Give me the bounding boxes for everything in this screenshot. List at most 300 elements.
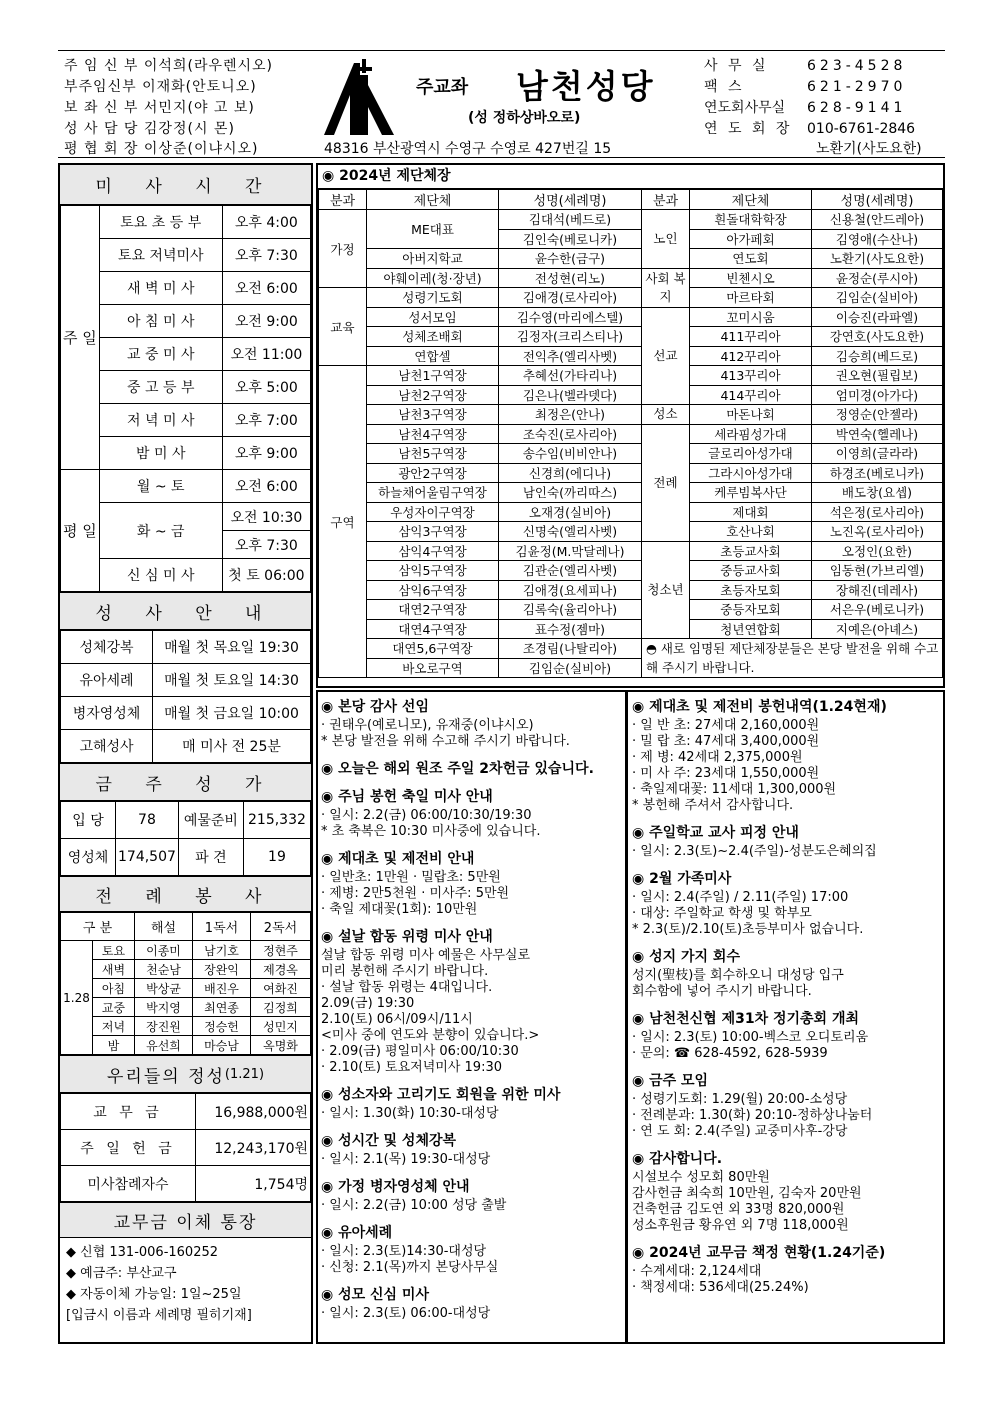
service-cell: 김정희: [251, 998, 311, 1017]
service-header: 구 분: [61, 913, 135, 941]
notice-line: 시설보수 성모회 80만원: [632, 1170, 770, 1185]
service-cell: 아침: [93, 979, 135, 998]
notices-right: [627, 690, 945, 1344]
service-cell: 토요: [93, 941, 135, 960]
jedan-group: 노인: [642, 210, 690, 269]
notice-block: [632, 822, 939, 860]
jedan-cell: 남천2구역장: [367, 385, 499, 405]
jedan-header: 제단체: [367, 190, 499, 210]
service-cell: 교중: [93, 998, 135, 1017]
notice-line: · 권태우(예로니모), 유재중(이냐시오): [321, 718, 534, 733]
jedan-cell: 전익추(엘리사벳): [499, 346, 642, 366]
sacrament-time: 매 미사 전 25분: [153, 730, 311, 763]
notice-line: · 일시: 2.2(금) 06:00/10:30/19:30: [321, 808, 532, 823]
service-header: 2독서: [251, 913, 311, 941]
notice-block: [321, 848, 622, 918]
parish-name: 남천성당: [516, 67, 656, 106]
notice-block: [632, 1070, 939, 1140]
jedan-header: 성명(세례명): [499, 190, 642, 210]
jedan-cell: 오정인(요한): [812, 541, 943, 561]
jedan-cell: 삼익6구역장: [367, 580, 499, 600]
sacrament-title: 성 사 안 내: [60, 592, 311, 630]
notice-line: · 축일제대꽃: 11세대 1,300,000원: [632, 782, 837, 797]
jedan-group: 교육: [319, 288, 367, 366]
jedan-cell: 송수임(비비안나): [499, 444, 642, 464]
jedan-cell: 김애경(로사리아): [499, 288, 642, 308]
clergy-1: 주 임 신 부 이석희(라우렌시오): [64, 58, 274, 74]
notice-title: ◉ 주일학교 교사 피정 안내: [632, 825, 799, 841]
jedan-cell: 남천4구역장: [367, 424, 499, 444]
jedan-cell: 삼익3구역장: [367, 522, 499, 542]
jedan-row: [319, 600, 943, 620]
jedan-cell: 대연5,6구역장: [367, 639, 499, 659]
notice-line: · 일시: 2.3(토)~2.4(주일)-성분도은혜의집: [632, 844, 877, 859]
jedan-cell: 김승희(베드로): [812, 346, 943, 366]
service-cell: 정현주: [251, 941, 311, 960]
service-cell: 배진우: [193, 979, 251, 998]
service-header: 해설: [135, 913, 193, 941]
notice-block: [632, 868, 939, 938]
notice-block: [321, 1222, 622, 1276]
jedan-row: [319, 385, 943, 405]
offering-value: 12,243,170원: [196, 1130, 311, 1166]
account-box: [60, 1238, 311, 1330]
jedan-row: [319, 522, 943, 542]
notice-block: [321, 1284, 622, 1322]
notice-title: ◉ 가정 병자영성체 안내: [321, 1179, 470, 1195]
clergy-3: 보 좌 신 부 서민지(야 고 보): [64, 100, 255, 116]
left-column: [58, 163, 313, 1344]
jedan-cell: 김영애(수산나): [812, 229, 943, 249]
offering-date: (1.21): [224, 1066, 265, 1082]
jedan-row: [319, 327, 943, 347]
jedan-cell: 석은정(로사리아): [812, 502, 943, 522]
jedan-cell: 그라시아성가대: [690, 463, 812, 483]
sacrament-name: 고해성사: [61, 730, 153, 763]
jedan-row: [319, 444, 943, 464]
notice-line: · 일시: 2.1(목) 19:30-대성당: [321, 1152, 491, 1167]
hymn-number: 174,507: [116, 839, 179, 876]
notice-title: ◉ 주님 봉헌 축일 미사 안내: [321, 789, 493, 805]
sacrament-time: 매월 첫 목요일 19:30: [153, 631, 311, 664]
offering-value: 16,988,000원: [196, 1094, 311, 1130]
jedan-cell: ME대표: [367, 210, 499, 249]
jedan-cell: 임동현(가브리엘): [812, 561, 943, 581]
notice-line: 성소후원금 황유연 외 7명 118,000원: [632, 1218, 849, 1233]
mass-time: 오후 9:00: [222, 437, 310, 470]
jedan-cell: 초등교사회: [690, 541, 812, 561]
hymn-number: 215,332: [243, 802, 310, 839]
service-cell: 박지영: [135, 998, 193, 1017]
account-line: [입금시 이름과 세례명 필히기재]: [66, 1308, 252, 1323]
notice-title: ◉ 성시간 및 성체강복: [321, 1133, 457, 1149]
service-cell: 유선희: [135, 1036, 193, 1055]
jedan-cell: 대연2구역장: [367, 600, 499, 620]
notice-line: * 2.3(토)/2.10(토)초등부미사 없습니다.: [632, 922, 864, 937]
notice-line: 2.09(금) 19:30: [321, 996, 415, 1011]
notice-line: · 미 사 주: 23세대 1,550,000원: [632, 766, 820, 781]
jedan-cell: 바오로구역: [367, 658, 499, 678]
jedan-cell: 아가페회: [690, 229, 812, 249]
service-date: 1.28: [61, 941, 93, 1055]
service-cell: 옥명화: [251, 1036, 311, 1055]
notice-block: [321, 1176, 622, 1214]
service-cell: 제경옥: [251, 960, 311, 979]
notice-title: ◉ 제대초 및 제전비 봉헌내역(1.24현재): [632, 699, 887, 715]
jedan-cell: 413꾸리아: [690, 366, 812, 386]
hymn-number: 19: [243, 839, 310, 876]
jedan-header: 분과: [642, 190, 690, 210]
notice-title: ◉ 2024년 교무금 책정 현황(1.24기준): [632, 1245, 886, 1261]
notice-block: [632, 696, 939, 814]
jedan-cell: 제대회: [690, 502, 812, 522]
jedan-cell: 빈첸시오: [690, 268, 812, 288]
mass-name: 아 침 미 사: [99, 305, 222, 338]
notice-line: · 밀 랍 초: 47세대 3,400,000원: [632, 734, 820, 749]
account-line: ◆ 예금주: 부산교구: [66, 1266, 177, 1281]
notice-title: ◉ 제대초 및 제전비 안내: [321, 851, 475, 867]
jedan-cell: 성서모임: [367, 307, 499, 327]
jedan-cell: 이승진(라파엘): [812, 307, 943, 327]
mass-time: 오후 7:30: [222, 531, 310, 559]
jedan-cell: 윤정순(루시아): [812, 268, 943, 288]
service-cell: 천순남: [135, 960, 193, 979]
mass-name: 화 ~ 금: [99, 503, 222, 559]
clergy-2: 부주임신부 이재화(안토니오): [64, 79, 257, 95]
notice-line: · 2.09(금) 평일미사 06:00/10:30: [321, 1044, 519, 1059]
yeondo-leader-name: 노환기(사도요한): [816, 141, 922, 157]
clergy-4: 성 사 담 당 김강정(시 몬): [64, 121, 235, 137]
jedan-cell: 대연4구역장: [367, 619, 499, 639]
clergy-5: 평 협 회 장 이상준(이냐시오): [64, 141, 259, 157]
jedan-cell: 신명숙(엘리사벳): [499, 522, 642, 542]
notice-block: [632, 1008, 939, 1062]
mass-name: 밤 미 사: [99, 437, 222, 470]
service-cell: 최연종: [193, 998, 251, 1017]
jedan-note: ◓ 새로 임명된 제단체장분들은 본당 발전을 위해 수고해 주시기 바랍니다.: [642, 639, 943, 678]
patron-saint: (성 정하상바오로): [468, 110, 581, 126]
jedan-cell: 세라핌성가대: [690, 424, 812, 444]
hymn-label: 영성체: [61, 839, 116, 876]
notice-line: 2.10(토) 06시/09시/11시: [321, 1012, 473, 1027]
jedan-cell: 김관순(엘리사벳): [499, 561, 642, 581]
jedan-row: [319, 502, 943, 522]
notice-line: · 일시: 2.4(주일) / 2.11(주일) 17:00: [632, 890, 849, 905]
phone-yeondo-office: 연도회사무실 628-9141: [704, 100, 907, 116]
jedan-cell: 414꾸리아: [690, 385, 812, 405]
jedan-group: 가정: [319, 210, 367, 288]
notice-line: · 축일 제대꽃(1회): 10만원: [321, 902, 478, 917]
mass-time: 오전 6:00: [222, 272, 310, 305]
jedan-cell: 남인숙(까리따스): [499, 483, 642, 503]
jedan-cell: 윤수한(금구): [499, 249, 642, 269]
notice-line: · 일 반 초: 27세대 2,160,000원: [632, 718, 820, 733]
jedan-row: [319, 561, 943, 581]
jedan-cell: 남천3구역장: [367, 405, 499, 425]
jedan-cell: 노환기(사도요한): [812, 249, 943, 269]
mass-name: 월 ~ 토: [99, 470, 222, 503]
sacrament-time: 매월 첫 토요일 14:30: [153, 664, 311, 697]
notice-block: [321, 1084, 622, 1122]
offering-name: 주 일 헌 금: [61, 1130, 196, 1166]
service-cell: 여화진: [251, 979, 311, 998]
jedan-row: [319, 424, 943, 444]
jedan-cell: 이영희(글라라): [812, 444, 943, 464]
jedan-cell: 신용철(안드레아): [812, 210, 943, 230]
jedan-cell: 412꾸리아: [690, 346, 812, 366]
notice-line: · 일반초: 1만원 · 밀랍초: 5만원: [321, 870, 501, 885]
jedan-cell: 연도회: [690, 249, 812, 269]
hymn-table: [60, 801, 311, 876]
jedan-cell: 성체조배회: [367, 327, 499, 347]
jedan-cell: 신경희(에디나): [499, 463, 642, 483]
service-cell: 장완익: [193, 960, 251, 979]
jedan-cell: 표수정(젬마): [499, 619, 642, 639]
notice-line: 감사헌금 최숙희 10만원, 김숙자 20만원: [632, 1186, 862, 1201]
account-line: ◆ 자동이체 가능일: 1일~25일: [66, 1287, 242, 1302]
mass-time: 오전 9:00: [222, 305, 310, 338]
jedan-cell: 김임순(실비아): [499, 658, 642, 678]
jedan-cell: 마르타회: [690, 288, 812, 308]
notice-title: ◉ 금주 모임: [632, 1073, 709, 1089]
service-title: 전 례 봉 사: [60, 876, 311, 912]
jedan-cell: 전성현(리노): [499, 268, 642, 288]
phone-fax: 팩 스 621-2970: [704, 79, 907, 95]
jedan-cell: 중등교사회: [690, 561, 812, 581]
service-header: 1독서: [193, 913, 251, 941]
hymn-label: 예물준비: [178, 802, 243, 839]
jedan-cell: 배도창(요셉): [812, 483, 943, 503]
notice-title: ◉ 본당 감사 선임: [321, 699, 429, 715]
notice-line: 건축헌금 김도연 외 33명 820,000원: [632, 1202, 845, 1217]
offering-table: [60, 1093, 311, 1202]
jedan-cell: 김록숙(율리아나): [499, 600, 642, 620]
notice-line: · 책정세대: 536세대(25.24%): [632, 1280, 809, 1295]
jedan-cell: 흰돌대학학장: [690, 210, 812, 230]
notice-line: · 설날 합동 위령는 4대입니다.: [321, 980, 493, 995]
jedan-row: [319, 366, 943, 386]
notice-title: ◉ 감사합니다.: [632, 1151, 723, 1167]
jedan-cell: 추혜선(가타리나): [499, 366, 642, 386]
jedan-cell: 꼬미시움: [690, 307, 812, 327]
jedan-cell: 장해진(데레사): [812, 580, 943, 600]
jedan-header: 분과: [319, 190, 367, 210]
offering-name: 교 무 금: [61, 1094, 196, 1130]
mass-name: 저 녁 미 사: [99, 404, 222, 437]
notice-line: · 일시: 2.3(토) 06:00-대성당: [321, 1306, 491, 1321]
jedan-row: [319, 580, 943, 600]
service-cell: 정승헌: [193, 1017, 251, 1036]
notice-line: · 제 병: 42세대 2,375,000원: [632, 750, 803, 765]
jedan-cell: 초등자모회: [690, 580, 812, 600]
jedan-group: 선교: [642, 307, 690, 405]
offering-value: 1,754명: [196, 1166, 311, 1202]
jedan-group: 구역: [319, 366, 367, 678]
account-line: ◆ 신협 131-006-160252: [66, 1245, 219, 1260]
jedan-cell: 서은우(베로니카): [812, 600, 943, 620]
sacrament-name: 성체강복: [61, 631, 153, 664]
jedan-cell: 지예은(아녜스): [812, 619, 943, 639]
mass-name: 새 벽 미 사: [99, 272, 222, 305]
mass-time: 오후 7:30: [222, 239, 310, 272]
notice-title: ◉ 2월 가족미사: [632, 871, 732, 887]
mass-time: 오후 5:00: [222, 371, 310, 404]
weekday-label: 평 일: [61, 470, 100, 592]
notice-line: * 초 축복은 10:30 미사중에 있습니다.: [321, 824, 541, 839]
jedan-cell: 박연숙(헬레나): [812, 424, 943, 444]
jedan-cell: 글로리아성가대: [690, 444, 812, 464]
jedan-row: [319, 541, 943, 561]
jedan-cell: 오재경(실비아): [499, 502, 642, 522]
jedan-cell: 411꾸리아: [690, 327, 812, 347]
mass-time: 오후 4:00: [222, 206, 310, 239]
jedan-cell: 삼익4구역장: [367, 541, 499, 561]
notice-block: [632, 1242, 939, 1296]
notice-line: · 신청: 2.1(목)까지 본당사무실: [321, 1260, 499, 1275]
notice-line: 미리 봉헌해 주시기 바랍니다.: [321, 964, 489, 979]
notice-title: ◉ 설날 합동 위령 미사 안내: [321, 929, 493, 945]
service-cell: 마승남: [193, 1036, 251, 1055]
offering-title-text: 우리들의 정성: [106, 1066, 225, 1087]
jedan-cell: 정영순(안젤라): [812, 405, 943, 425]
jedan-header: 성명(세례명): [812, 190, 943, 210]
notice-line: · 전례분과: 1.30(화) 20:10-정하상나눔터: [632, 1108, 873, 1123]
notice-block: [321, 758, 622, 778]
mass-title: 미 사 시 간: [60, 165, 311, 205]
notice-line: · 일시: 2.3(토) 10:00-벡스코 오디토리움: [632, 1030, 869, 1045]
sacrament-name: 병자영성체: [61, 697, 153, 730]
jedan-group: 청소년: [642, 541, 690, 639]
jedan-table: [318, 189, 943, 678]
notice-line: 성지(聖枝)를 회수하오니 대성당 입구: [632, 968, 844, 983]
address: 48316 부산광역시 수영구 수영로 427번길 15: [324, 141, 612, 157]
jedan-cell: 중등자모회: [690, 600, 812, 620]
mass-name: 중 고 등 부: [99, 371, 222, 404]
notices-middle: [316, 690, 627, 1344]
mass-name: 토요 저녁미사: [99, 239, 222, 272]
sacrament-table: [60, 630, 311, 763]
jedan-cell: 권오현(필립보): [812, 366, 943, 386]
jedan-row: [319, 483, 943, 503]
notice-title: ◉ 남천천신협 제31차 정기총회 개최: [632, 1011, 860, 1027]
jedan-title: ◉ 2024년 제단체장: [318, 165, 943, 189]
notice-line: * 봉헌해 주셔서 감사합니다.: [632, 798, 794, 813]
offering-name: 미사참례자수: [61, 1166, 196, 1202]
header: [58, 50, 945, 158]
sacrament-name: 유아세례: [61, 664, 153, 697]
service-cell: 박상균: [135, 979, 193, 998]
mass-time: 오전 10:30: [222, 503, 310, 531]
jedan-cell: 김인숙(베로니카): [499, 229, 642, 249]
notice-line: · 성령기도회: 1.29(월) 20:00-소성당: [632, 1092, 848, 1107]
jedan-group: 사회 복지: [642, 268, 690, 307]
sunday-label: 주 일: [61, 206, 100, 470]
notice-line: · 일시: 2.3(토)14:30-대성당: [321, 1244, 487, 1259]
jedan-cell: 조경림(나탈리아): [499, 639, 642, 659]
notice-title: ◉ 성모 신심 미사: [321, 1287, 429, 1303]
jedan-cell: 김정자(크리스티나): [499, 327, 642, 347]
jedan-cell: 엄미경(아가다): [812, 385, 943, 405]
jedan-row: [319, 639, 943, 659]
jedan-cell: 성령기도회: [367, 288, 499, 308]
notice-line: · 문의: ☎ 628-4592, 628-5939: [632, 1046, 828, 1061]
notice-block: [321, 786, 622, 840]
jedan-cell: 김애경(요세피나): [499, 580, 642, 600]
service-cell: 새벽: [93, 960, 135, 979]
jedan-cell: 김수영(마리에스텔): [499, 307, 642, 327]
notice-block: [321, 696, 622, 750]
jedan-cell: 김임순(실비아): [812, 288, 943, 308]
notice-block: [632, 1148, 939, 1234]
service-cell: 성민지: [251, 1017, 311, 1036]
notice-line: · 일시: 2.2(금) 10:00 성당 출발: [321, 1198, 507, 1213]
service-cell: 장진원: [135, 1017, 193, 1036]
phone-yeondo-leader: 연 도 회 장 010-6761-2846: [704, 121, 916, 137]
mass-name: 토요 초 등 부: [99, 206, 222, 239]
jedan-group: 전례: [642, 424, 690, 541]
jedan-cell: 최정은(안나): [499, 405, 642, 425]
notice-line: · 대상: 주일학교 학생 및 학부모: [632, 906, 812, 921]
mass-time: 오전 6:00: [222, 470, 310, 503]
jedan-cell: 야훼이레(청·장년): [367, 268, 499, 288]
notice-line: 회수함에 넣어 주시기 바랍니다.: [632, 984, 812, 999]
jedan-cell: 우성자이구역장: [367, 502, 499, 522]
notice-block: [321, 1130, 622, 1168]
service-cell: 남기호: [193, 941, 251, 960]
hymn-label: 입 당: [61, 802, 116, 839]
mass-name: 신 심 미 사: [99, 559, 222, 592]
jedan-cell: 삼익5구역장: [367, 561, 499, 581]
jedan-cell: 마돈나회: [690, 405, 812, 425]
notice-title: ◉ 유아세례: [321, 1225, 393, 1241]
jedan-cell: 하늘채어울림구역장: [367, 483, 499, 503]
sacrament-time: 매월 첫 금요일 10:00: [153, 697, 311, 730]
mass-table: [60, 205, 311, 592]
jedan-group: 성소: [642, 405, 690, 425]
notice-line: · 일시: 1.30(화) 10:30-대성당: [321, 1106, 499, 1121]
notice-line: · 2.10(토) 토요저녁미사 19:30: [321, 1060, 502, 1075]
notice-line: <미사 중에 연도와 분향이 있습니다.>: [321, 1028, 540, 1043]
jedan-cell: 호산나회: [690, 522, 812, 542]
jedan-cell: 강연호(사도요한): [812, 327, 943, 347]
jedan-cell: 남천5구역장: [367, 444, 499, 464]
jedan-cell: 케루빔복사단: [690, 483, 812, 503]
phone-office: 사 무 실 623-4528: [704, 58, 907, 74]
jedan-row: [319, 249, 943, 269]
mass-time: 오전 11:00: [222, 338, 310, 371]
diocese-label: 주교좌: [416, 77, 469, 98]
jedan-section: [316, 163, 945, 688]
jedan-cell: 남천1구역장: [367, 366, 499, 386]
service-cell: 이종미: [135, 941, 193, 960]
notice-title: ◉ 성지 가지 회수: [632, 949, 740, 965]
jedan-cell: 광안2구역장: [367, 463, 499, 483]
notice-line: · 연 도 회: 2.4(주일) 교중미사후-강당: [632, 1124, 848, 1139]
jedan-row: [319, 268, 943, 288]
mass-time: 오후 7:00: [222, 404, 310, 437]
jedan-cell: 김윤정(M.막달레나): [499, 541, 642, 561]
jedan-cell: 김대석(베드로): [499, 210, 642, 230]
jedan-cell: 연합셀: [367, 346, 499, 366]
notice-line: * 본당 발전을 위해 수고해 주시기 바랍니다.: [321, 734, 570, 749]
church-logo-icon: [320, 55, 400, 137]
notice-line: · 수계세대: 2,124세대: [632, 1264, 762, 1279]
notice-line: 설날 합동 위령 미사 예물은 사무실로: [321, 948, 531, 963]
notice-line: · 제병: 2만5천원 · 미사주: 5만원: [321, 886, 510, 901]
jedan-cell: 청년연합회: [690, 619, 812, 639]
hymn-title: 금 주 성 가: [60, 763, 311, 801]
notice-title: ◉ 성소자와 고리기도 회원을 위한 미사: [321, 1087, 561, 1103]
